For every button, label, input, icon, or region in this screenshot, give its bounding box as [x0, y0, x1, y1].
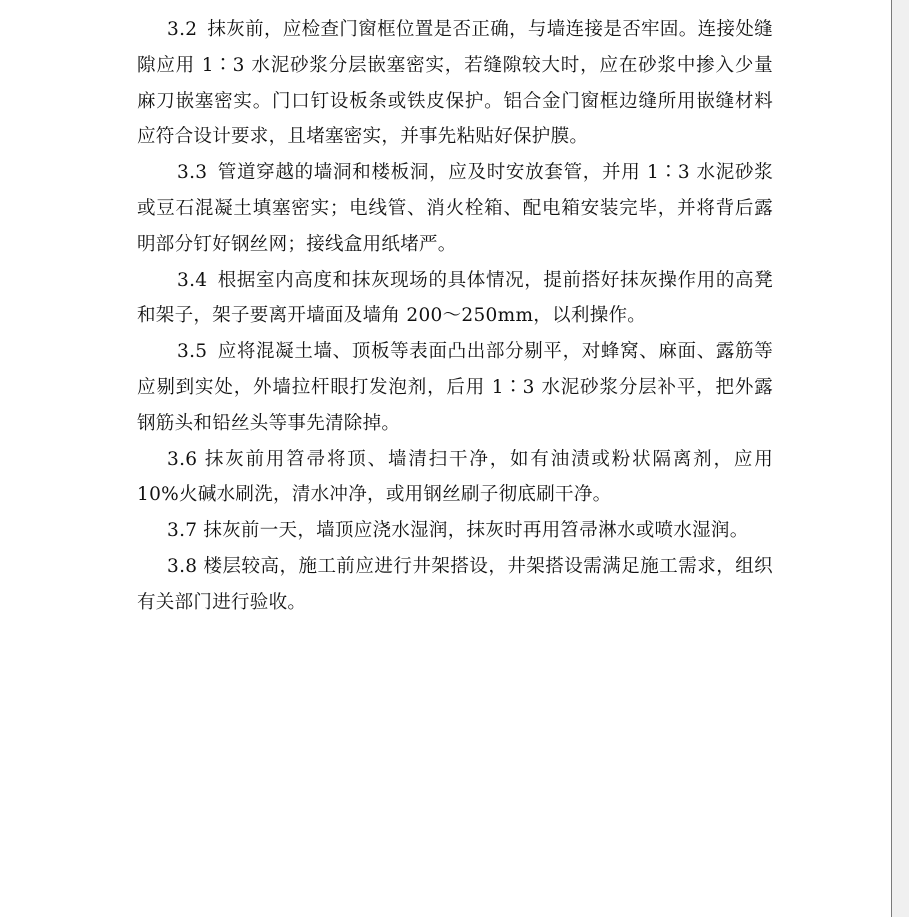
paragraph-number: 3.8: [167, 555, 198, 577]
document-body: [137, 12, 773, 621]
paragraph-number: 3.3: [177, 162, 208, 184]
paragraph-text: 抹灰前用笤帚将顶、墙清扫干净，如有油渍或粉状隔离剂，应用 10%火碱水刷洗，清水冲净，或用钢丝刷子彻底刷干净。: [137, 448, 773, 506]
paragraph-number: 3.4: [177, 269, 208, 291]
paragraph-3-5: [137, 334, 773, 441]
paragraph-3-6: [137, 442, 773, 514]
paragraph-3-2: [137, 12, 773, 155]
paragraph-number: 3.2: [167, 19, 198, 40]
paragraph-text: 抹灰前一天，墙顶应浇水湿润，抹灰时再用笤帚淋水或喷水湿润。: [203, 520, 749, 542]
paragraph-text: 根据室内高度和抹灰现场的具体情况，提前搭好抹灰操作用的高凳和架子，架子要离开墙面及墙角 200～250mm，以利操作。: [137, 269, 773, 327]
paragraph-3-4: [137, 263, 773, 335]
paragraph-3-8: [137, 549, 773, 621]
paragraph-text: 应将混凝土墙、顶板等表面凸出部分剔平，对蜂窝、麻面、露筋等应剔到实处，外墙拉杆眼打发泡剂，后用 1∶3 水泥砂浆分层补平，把外露钢筋头和铅丝头等事先清除掉。: [137, 341, 773, 434]
paragraph-3-3: [137, 155, 773, 262]
paragraph-text: 抹灰前，应检查门窗框位置是否正确，与墙连接是否牢固。连接处缝隙应用 1∶3 水泥砂浆分层嵌塞密实，若缝隙较大时，应在砂浆中掺入少量麻刀嵌塞密实。门口钉设板条或铁皮保护。铝合金门窗框边缝所用嵌缝材料应符合设计要求，且堵塞密实，并事先粘贴好保护膜。: [137, 19, 773, 148]
paragraph-number: 3.7: [167, 520, 198, 542]
paragraph-text: 管道穿越的墙洞和楼板洞，应及时安放套管，并用 1∶3 水泥砂浆或豆石混凝土填塞密实；电线管、消火栓箱、配电箱安装完毕，并将背后露明部分钉好钢丝网；接线盒用纸堵严。: [137, 162, 773, 255]
paragraph-text: 楼层较高，施工前应进行井架搭设，井架搭设需满足施工需求，组织有关部门进行验收。: [137, 555, 773, 613]
paragraph-number: 3.5: [177, 341, 208, 363]
paragraph-3-7: [137, 513, 773, 549]
paragraph-number: 3.6: [167, 448, 198, 470]
